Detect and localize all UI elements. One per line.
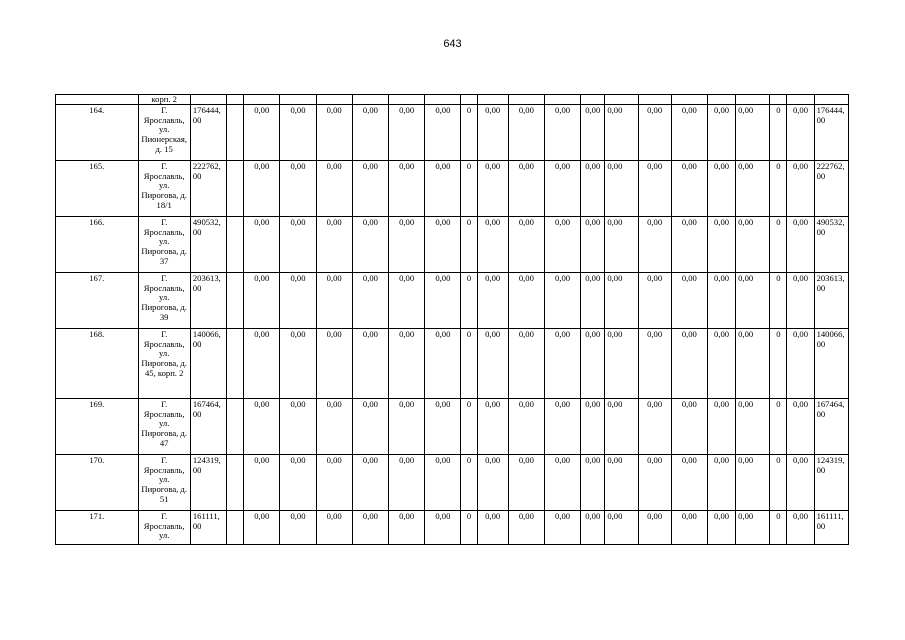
address-cell: Г. Ярославль, ул. Пирогова, д. 47 bbox=[138, 399, 190, 455]
value-cell: 0,00 bbox=[508, 399, 544, 455]
value-cell: 0 bbox=[770, 217, 787, 273]
value-cell: 0,00 bbox=[244, 105, 280, 161]
value-cell: 0,00 bbox=[671, 161, 707, 217]
row-number: 164. bbox=[56, 105, 139, 161]
table-row bbox=[56, 161, 849, 217]
value-cell: 0,00 bbox=[425, 105, 461, 161]
page-number: 643 bbox=[443, 38, 462, 50]
address-cell: Г. Ярославль, ул. Пирогова, д. 39 bbox=[138, 273, 190, 329]
value-cell: 0,00 bbox=[425, 399, 461, 455]
value-cell: 0,00 bbox=[707, 329, 735, 399]
address-cell: Г. Ярославль, ул. Пирогова, д. 18/1 bbox=[138, 161, 190, 217]
value-cell: 0,00 bbox=[244, 399, 280, 455]
value-cell: 0,00 bbox=[425, 329, 461, 399]
value-cell: 0,00 bbox=[638, 273, 671, 329]
value-cell: 0,00 bbox=[671, 511, 707, 545]
value-cell: 0,00 bbox=[707, 161, 735, 217]
value-cell: 0,00 bbox=[244, 161, 280, 217]
value-cell: 0,00 bbox=[605, 273, 638, 329]
row-number: 170. bbox=[56, 455, 139, 511]
value-cell: 0 bbox=[461, 329, 477, 399]
table-row bbox=[56, 329, 849, 399]
value-cell: 0,00 bbox=[638, 161, 671, 217]
value-cell: 0,00 bbox=[352, 273, 388, 329]
table-row bbox=[56, 273, 849, 329]
value-cell: 0,00 bbox=[389, 217, 425, 273]
empty-cell bbox=[227, 399, 244, 455]
value-cell: 0,00 bbox=[316, 329, 352, 399]
value-cell: 0,00 bbox=[671, 399, 707, 455]
value-cell: 0,00 bbox=[508, 273, 544, 329]
end-total-cell: 176444,00 bbox=[814, 105, 848, 161]
empty-cell bbox=[227, 455, 244, 511]
value-cell: 0,00 bbox=[477, 161, 508, 217]
value-cell: 0,00 bbox=[244, 329, 280, 399]
address-cell: Г. Ярославль, ул. Пионерская, д. 15 bbox=[138, 105, 190, 161]
value-cell: 0,00 bbox=[581, 217, 605, 273]
value-cell: 0,00 bbox=[707, 217, 735, 273]
value-cell: 0 bbox=[770, 455, 787, 511]
value-cell: 0,00 bbox=[425, 273, 461, 329]
value-cell: 0,00 bbox=[544, 217, 580, 273]
total-cost-cell: 222762,00 bbox=[190, 161, 226, 217]
value-cell: 0,00 bbox=[508, 217, 544, 273]
value-cell: 0,00 bbox=[352, 217, 388, 273]
value-cell: 0,00 bbox=[477, 217, 508, 273]
empty-cell bbox=[227, 329, 244, 399]
value-cell: 0,00 bbox=[316, 399, 352, 455]
row-number: 165. bbox=[56, 161, 139, 217]
value-cell: 0,00 bbox=[787, 105, 814, 161]
value-cell: 0,00 bbox=[316, 217, 352, 273]
value-cell: 0,00 bbox=[707, 511, 735, 545]
value-cell: 0 bbox=[461, 105, 477, 161]
value-cell: 0,00 bbox=[736, 217, 770, 273]
value-cell: 0 bbox=[461, 161, 477, 217]
value-cell: 0,00 bbox=[707, 273, 735, 329]
value-cell: 0,00 bbox=[581, 161, 605, 217]
value-cell: 0,00 bbox=[477, 455, 508, 511]
value-cell: 0,00 bbox=[244, 273, 280, 329]
value-cell: 0,00 bbox=[638, 511, 671, 545]
value-cell: 0,00 bbox=[389, 105, 425, 161]
value-cell: 0 bbox=[461, 399, 477, 455]
value-cell: 0,00 bbox=[605, 399, 638, 455]
value-cell: 0 bbox=[461, 273, 477, 329]
table-row bbox=[56, 399, 849, 455]
value-cell: 0,00 bbox=[605, 105, 638, 161]
end-total-cell: 490532,00 bbox=[814, 217, 848, 273]
value-cell: 0,00 bbox=[508, 511, 544, 545]
value-cell: 0,00 bbox=[508, 329, 544, 399]
table-row bbox=[56, 455, 849, 511]
value-cell: 0,00 bbox=[544, 329, 580, 399]
value-cell: 0,00 bbox=[425, 511, 461, 545]
value-cell: 0,00 bbox=[707, 105, 735, 161]
value-cell: 0,00 bbox=[352, 161, 388, 217]
value-cell: 0,00 bbox=[389, 399, 425, 455]
row-number: 167. bbox=[56, 273, 139, 329]
value-cell: 0,00 bbox=[425, 217, 461, 273]
value-cell: 0,00 bbox=[352, 105, 388, 161]
value-cell: 0,00 bbox=[787, 329, 814, 399]
address-cell: Г. Ярославль, ул. Пирогова, д. 45, корп. 2 bbox=[138, 329, 190, 399]
value-cell: 0,00 bbox=[736, 455, 770, 511]
total-cost-cell: 176444,00 bbox=[190, 105, 226, 161]
value-cell: 0,00 bbox=[671, 273, 707, 329]
value-cell: 0 bbox=[770, 105, 787, 161]
value-cell: 0,00 bbox=[425, 455, 461, 511]
address-cell: Г. Ярославль, ул. bbox=[138, 511, 190, 545]
value-cell: 0,00 bbox=[581, 273, 605, 329]
value-cell: 0,00 bbox=[477, 105, 508, 161]
value-cell: 0,00 bbox=[787, 273, 814, 329]
address-cell: Г. Ярославль, ул. Пирогова, д. 37 bbox=[138, 217, 190, 273]
value-cell: 0,00 bbox=[605, 455, 638, 511]
value-cell: 0,00 bbox=[280, 217, 316, 273]
value-cell: 0 bbox=[770, 399, 787, 455]
value-cell: 0,00 bbox=[316, 511, 352, 545]
value-cell: 0,00 bbox=[581, 399, 605, 455]
address-cell: Г. Ярославль, ул. Пирогова, д. 51 bbox=[138, 455, 190, 511]
value-cell: 0,00 bbox=[787, 511, 814, 545]
empty-cell bbox=[227, 161, 244, 217]
value-cell: 0,00 bbox=[736, 273, 770, 329]
value-cell: 0,00 bbox=[352, 511, 388, 545]
value-cell: 0,00 bbox=[508, 105, 544, 161]
value-cell: 0,00 bbox=[389, 161, 425, 217]
value-cell: 0,00 bbox=[316, 105, 352, 161]
value-cell: 0,00 bbox=[280, 161, 316, 217]
value-cell: 0,00 bbox=[244, 217, 280, 273]
value-cell: 0,00 bbox=[638, 329, 671, 399]
value-cell: 0,00 bbox=[352, 455, 388, 511]
value-cell: 0,00 bbox=[787, 455, 814, 511]
value-cell: 0,00 bbox=[280, 455, 316, 511]
value-cell: 0,00 bbox=[787, 217, 814, 273]
value-cell: 0,00 bbox=[544, 455, 580, 511]
end-total-cell: 222762,00 bbox=[814, 161, 848, 217]
value-cell: 0,00 bbox=[280, 511, 316, 545]
value-cell: 0,00 bbox=[605, 161, 638, 217]
value-cell: 0,00 bbox=[671, 455, 707, 511]
end-total-cell: 161111,00 bbox=[814, 511, 848, 545]
value-cell: 0,00 bbox=[736, 161, 770, 217]
value-cell: 0,00 bbox=[544, 511, 580, 545]
value-cell: 0,00 bbox=[736, 329, 770, 399]
value-cell: 0,00 bbox=[787, 399, 814, 455]
continuation-row bbox=[56, 95, 849, 105]
value-cell: 0,00 bbox=[707, 399, 735, 455]
table-row bbox=[56, 217, 849, 273]
value-cell: 0,00 bbox=[736, 105, 770, 161]
value-cell: 0,00 bbox=[605, 329, 638, 399]
value-cell: 0,00 bbox=[508, 455, 544, 511]
value-cell: 0,00 bbox=[581, 105, 605, 161]
value-cell: 0,00 bbox=[544, 161, 580, 217]
value-cell: 0,00 bbox=[638, 399, 671, 455]
value-cell: 0,00 bbox=[544, 273, 580, 329]
value-cell: 0,00 bbox=[316, 455, 352, 511]
row-number: 168. bbox=[56, 329, 139, 399]
value-cell: 0,00 bbox=[244, 511, 280, 545]
value-cell: 0,00 bbox=[280, 329, 316, 399]
row-number: 166. bbox=[56, 217, 139, 273]
total-cost-cell: 124319,00 bbox=[190, 455, 226, 511]
empty-cell bbox=[227, 511, 244, 545]
value-cell: 0,00 bbox=[316, 161, 352, 217]
repair-cost-table bbox=[55, 94, 849, 545]
value-cell: 0,00 bbox=[638, 105, 671, 161]
value-cell: 0,00 bbox=[581, 455, 605, 511]
value-cell: 0,00 bbox=[316, 273, 352, 329]
value-cell: 0 bbox=[461, 511, 477, 545]
value-cell: 0,00 bbox=[352, 329, 388, 399]
value-cell: 0,00 bbox=[736, 399, 770, 455]
value-cell: 0,00 bbox=[736, 511, 770, 545]
value-cell: 0 bbox=[770, 161, 787, 217]
end-total-cell: 203613,00 bbox=[814, 273, 848, 329]
value-cell: 0,00 bbox=[244, 455, 280, 511]
value-cell: 0,00 bbox=[707, 455, 735, 511]
value-cell: 0,00 bbox=[638, 455, 671, 511]
value-cell: 0,00 bbox=[280, 399, 316, 455]
value-cell: 0,00 bbox=[787, 161, 814, 217]
value-cell: 0,00 bbox=[280, 105, 316, 161]
row-number: 169. bbox=[56, 399, 139, 455]
value-cell: 0,00 bbox=[581, 329, 605, 399]
empty-cell bbox=[227, 217, 244, 273]
empty-cell bbox=[227, 273, 244, 329]
total-cost-cell: 140066,00 bbox=[190, 329, 226, 399]
total-cost-cell: 167464,00 bbox=[190, 399, 226, 455]
value-cell: 0,00 bbox=[605, 511, 638, 545]
value-cell: 0,00 bbox=[389, 455, 425, 511]
value-cell: 0,00 bbox=[389, 329, 425, 399]
end-total-cell: 140066,00 bbox=[814, 329, 848, 399]
value-cell: 0,00 bbox=[671, 105, 707, 161]
value-cell: 0,00 bbox=[605, 217, 638, 273]
value-cell: 0 bbox=[770, 329, 787, 399]
value-cell: 0,00 bbox=[425, 161, 461, 217]
value-cell: 0 bbox=[461, 217, 477, 273]
value-cell: 0,00 bbox=[544, 399, 580, 455]
value-cell: 0,00 bbox=[638, 217, 671, 273]
value-cell: 0,00 bbox=[280, 273, 316, 329]
value-cell: 0,00 bbox=[389, 511, 425, 545]
address-cell: корп. 2 bbox=[138, 95, 190, 105]
value-cell: 0 bbox=[461, 455, 477, 511]
value-cell: 0,00 bbox=[544, 105, 580, 161]
value-cell: 0 bbox=[770, 273, 787, 329]
value-cell: 0 bbox=[770, 511, 787, 545]
value-cell: 0,00 bbox=[477, 273, 508, 329]
empty-cell bbox=[227, 105, 244, 161]
value-cell: 0,00 bbox=[389, 273, 425, 329]
end-total-cell: 167464,00 bbox=[814, 399, 848, 455]
table-row bbox=[56, 511, 849, 545]
total-cost-cell: 161111,00 bbox=[190, 511, 226, 545]
end-total-cell: 124319,00 bbox=[814, 455, 848, 511]
table-row bbox=[56, 105, 849, 161]
value-cell: 0,00 bbox=[352, 399, 388, 455]
value-cell: 0,00 bbox=[671, 217, 707, 273]
value-cell: 0,00 bbox=[508, 161, 544, 217]
value-cell: 0,00 bbox=[671, 329, 707, 399]
value-cell: 0,00 bbox=[581, 511, 605, 545]
total-cost-cell: 490532,00 bbox=[190, 217, 226, 273]
value-cell: 0,00 bbox=[477, 329, 508, 399]
total-cost-cell: 203613,00 bbox=[190, 273, 226, 329]
value-cell: 0,00 bbox=[477, 511, 508, 545]
row-number: 171. bbox=[56, 511, 139, 545]
value-cell: 0,00 bbox=[477, 399, 508, 455]
